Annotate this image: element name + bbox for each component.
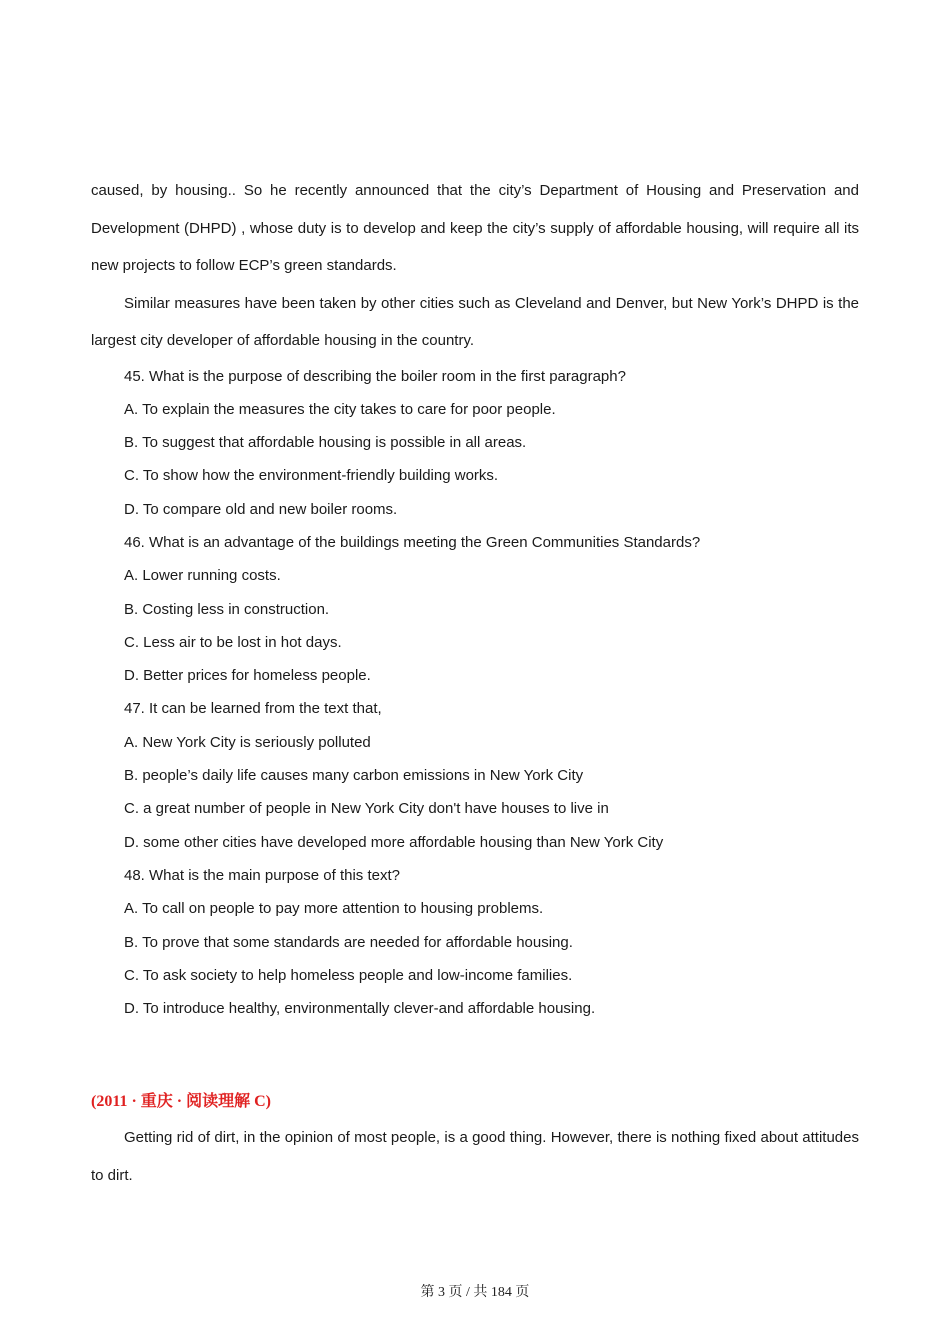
passage-paragraph-2: Similar measures have been taken by other cities such as Cleveland and Denver, but New York’s DHPD is the largest city developer of affordable housing in the country. <box>91 294 859 349</box>
question-45-option-c: C. To show how the environment-friendly building works. <box>124 467 499 485</box>
question-47-option-a: A. New York City is seriously polluted <box>124 733 371 751</box>
question-48-option-b: B. To prove that some standards are needed for affordable housing. <box>124 933 573 951</box>
question-45-option-a: A. To explain the measures the city takes to care for poor people. <box>124 400 556 418</box>
question-47-option-c: C. a great number of people in New York City don't have houses to live in <box>124 800 609 818</box>
question-45-option-b: B. To suggest that affordable housing is possible in all areas. <box>124 434 527 452</box>
passage-paragraph-1: caused, by housing.. So he recently announced that the city’s Department of Housing and Preservation and Development (DHPD) , whose duty is to develop and keep the city’s supply of affordable housing, will require all its new projects to follow ECP’s green standards. <box>91 182 859 274</box>
question-47-option-b: B. people’s daily life causes many carbon emissions in New York City <box>124 767 584 785</box>
question-45-option-d: D. To compare old and new boiler rooms. <box>124 500 398 518</box>
section-title: (2011 · 重庆 · 阅读理解 C) <box>91 1093 272 1111</box>
question-48-option-a: A. To call on people to pay more attention to housing problems. <box>124 900 544 918</box>
question-46-option-a: A. Lower running costs. <box>124 567 281 585</box>
question-46-option-d: D. Better prices for homeless people. <box>124 667 371 685</box>
question-46-stem: 46. What is an advantage of the buildings meeting the Green Communities Standards? <box>124 533 701 551</box>
question-48-stem: 48. What is the main purpose of this text? <box>124 866 400 884</box>
question-48-option-c: C. To ask society to help homeless people and low-income families. <box>124 966 573 984</box>
question-47-stem: 47. It can be learned from the text that, <box>124 700 382 718</box>
question-48-option-d: D. To introduce healthy, environmentally clever-and affordable housing. <box>124 1000 596 1018</box>
page-content <box>91 172 859 1194</box>
question-47-option-d: D. some other cities have developed more affordable housing than New York City <box>124 833 664 851</box>
section-paragraph: Getting rid of dirt, in the opinion of most people, is a good thing. However, there is nothing fixed about attitudes to dirt. <box>91 1129 859 1184</box>
question-list <box>91 360 859 1026</box>
question-46-option-b: B. Costing less in construction. <box>124 600 330 618</box>
question-46-option-c: C. Less air to be lost in hot days. <box>124 633 342 651</box>
page-number-footer: 第 3 页 / 共 184 页 <box>420 1285 530 1300</box>
section-spacer <box>91 1025 859 1085</box>
question-45-stem: 45. What is the purpose of describing the boiler room in the first paragraph? <box>124 367 626 385</box>
